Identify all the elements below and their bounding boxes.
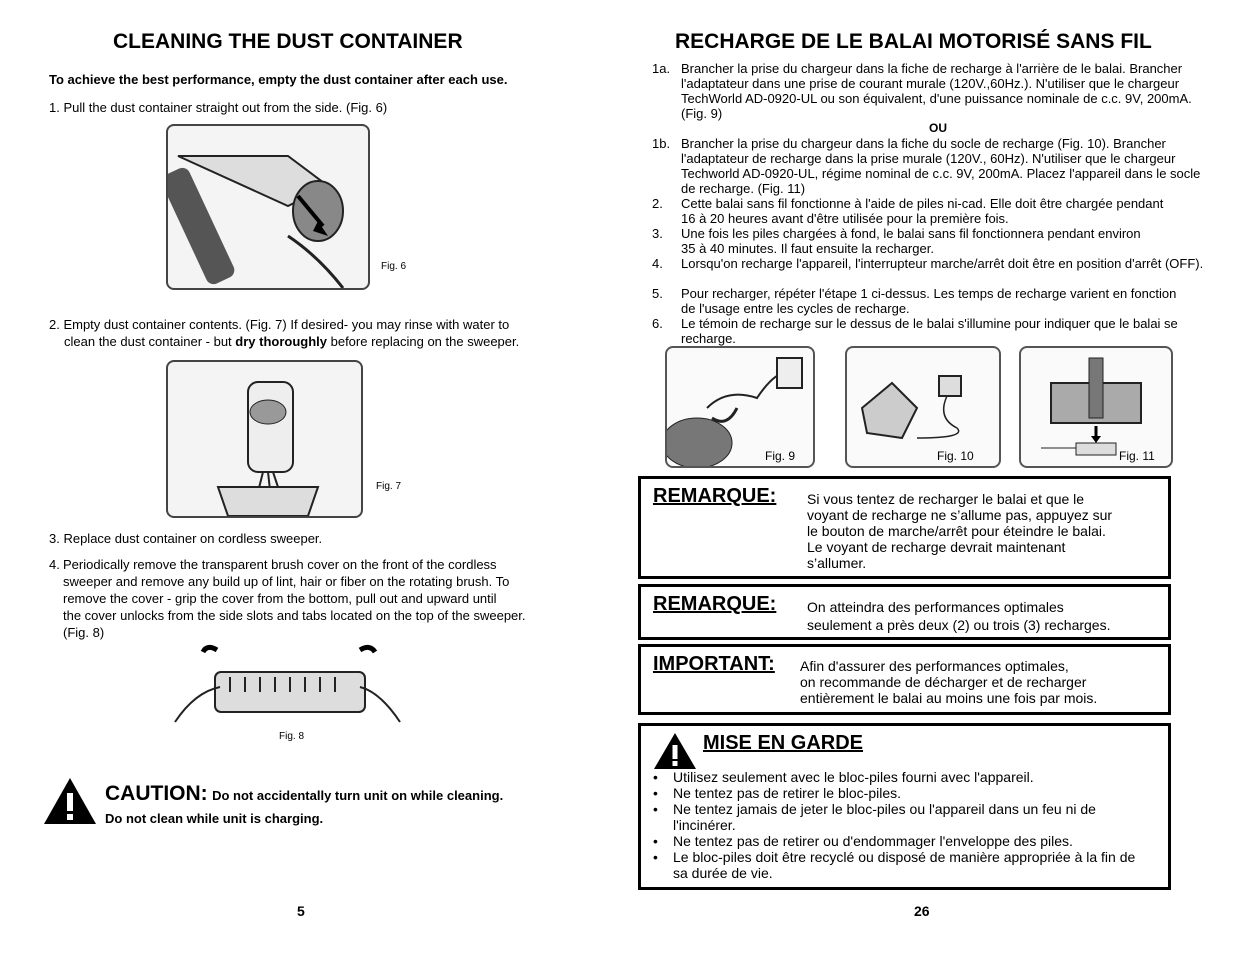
remarque-box-2: [638, 584, 1171, 640]
step-2-text-c: before replacing on the sweeper.: [327, 334, 520, 349]
caution-line: [105, 782, 503, 806]
step-text: Pour recharger, répéter l'étape 1 ci-dessus. Les temps de recharge varient en fonction de l'usage entre les cycles de recharge.: [681, 286, 1177, 316]
remarque-heading: REMARQUE:: [653, 593, 777, 615]
step-2-line1: 2. Empty dust container contents. (Fig. 7) If desired- you may rinse with water to: [49, 317, 510, 332]
remarque-line: s’allumer.: [807, 555, 867, 571]
step-2-line2: [64, 333, 519, 350]
remarque-heading: REMARQUE:: [653, 485, 777, 507]
step-4-line: sweeper and remove any build up of lint, hair or fiber on the rotating brush. To: [63, 574, 510, 589]
caution-text-1: Do not accidentally turn unit on while cleaning.: [212, 788, 504, 803]
intro-text: To achieve the best performance, empty the dust container after each use.: [49, 72, 508, 87]
step-number: 2.: [652, 196, 663, 211]
remarque-line: le bouton de marche/arrêt pour éteindre le balai.: [807, 523, 1106, 539]
step-number: 1a.: [652, 61, 671, 76]
list-item: • Le bloc-piles doit être recyclé ou disposé de manière appropriée à la fin de sa durée de vie.: [653, 849, 1153, 881]
caution-text-2: Do not clean while unit is charging.: [105, 811, 324, 826]
left-page-title: CLEANING THE DUST CONTAINER: [113, 30, 463, 53]
mise-en-garde-box: [638, 723, 1171, 890]
left-page-number: 5: [297, 903, 305, 919]
fig9-illustration: [665, 346, 815, 468]
mise-en-garde-list: [653, 769, 1153, 881]
step-3: 3. Replace dust container on cordless sweeper.: [49, 531, 323, 546]
fig6-illustration: [166, 124, 370, 290]
step-text: Cette balai sans fil fonctionne à l'aide de piles ni-cad. Elle doit être chargée pendant 16 à 20 heures avant d'être utilisée pour la première fois.: [681, 196, 1164, 226]
remarque-text: [807, 598, 1110, 634]
remarque-text: [807, 491, 1112, 571]
remarque-box-1: [638, 476, 1171, 579]
right-page-number: 26: [914, 903, 930, 919]
warning-triangle-icon: [42, 776, 98, 826]
fig8-label: Fig. 8: [279, 731, 305, 742]
step-number: 6.: [652, 316, 663, 331]
remarque-line: Le voyant de recharge devrait maintenant: [807, 539, 1066, 555]
list-item: • Ne tentez jamais de jeter le bloc-piles ou l'appareil dans un feu ni de l'incinérer.: [653, 801, 1153, 833]
warning-triangle-icon: [653, 732, 697, 770]
list-item: • Ne tentez pas de retirer ou d'endommager l'enveloppe des piles.: [653, 833, 1153, 849]
step-text: Brancher la prise du chargeur dans la fiche du socle de recharge (Fig. 10). Brancher l'adaptateur de recharge dans la prise murale (120V., 60Hz). N'utiliser que le chargeur Techworld AD-0920-UL, régime nominal de c.c. 9V, 200mA. Placez l'appareil dans le socle de recharge. (Fig. 11): [681, 136, 1201, 196]
important-line: Afin d'assurer des performances optimales,: [800, 658, 1069, 674]
remarque-line: seulement a près deux (2) ou trois (3) recharges.: [807, 617, 1111, 633]
step-4-num: 4.: [49, 557, 60, 572]
fig11-label: Fig. 11: [1119, 449, 1155, 463]
important-text: [800, 658, 1097, 706]
fig10-illustration: [845, 346, 1001, 468]
fig6-label: Fig. 6: [381, 261, 407, 272]
step-4-line: (Fig. 8): [63, 625, 105, 640]
fig7-illustration: [166, 360, 363, 518]
step-4-text: [63, 556, 526, 641]
important-heading: IMPORTANT:: [653, 653, 775, 675]
step-text: Le témoin de recharge sur le dessus de le balai s'illumine pour indiquer que le balai se recharge.: [681, 316, 1178, 346]
step-1: 1. Pull the dust container straight out from the side. (Fig. 6): [49, 100, 388, 115]
right-page-title: RECHARGE DE LE BALAI MOTORISÉ SANS FIL: [675, 30, 1152, 53]
list-item: • Utilisez seulement avec le bloc-piles fourni avec l'appareil.: [653, 769, 1153, 785]
step-2-text-a: clean the dust container - but: [64, 334, 236, 349]
remarque-line: voyant de recharge ne s’allume pas, appuyez sur: [807, 507, 1113, 523]
recharge-steps: [652, 61, 1212, 346]
step-text: Lorsqu'on recharge l'appareil, l'interrupteur marche/arrêt doit être en position d'arrêt (OFF).: [681, 256, 1204, 271]
fig10-label: Fig. 10: [937, 449, 974, 463]
step-number: 5.: [652, 286, 663, 301]
or-separator: OU: [929, 121, 947, 135]
caution-heading: CAUTION:: [105, 782, 208, 805]
step-4-line: remove the cover - grip the cover from the bottom, pull out and upward until: [63, 591, 497, 606]
step-4-line: the cover unlocks from the side slots and tabs located on the top of the sweeper.: [63, 608, 526, 623]
step-number: 3.: [652, 226, 663, 241]
mise-en-garde-heading: MISE EN GARDE: [703, 732, 864, 754]
list-item: • Ne tentez pas de retirer le bloc-piles.: [653, 785, 1153, 801]
step-2-bold: dry thoroughly: [235, 334, 327, 349]
important-line: on recommande de décharger et de recharger: [800, 674, 1087, 690]
step-text: Une fois les piles chargées à fond, le balai sans fil fonctionnera pendant environ 35 à 40 minutes. Il faut ensuite la recharger.: [681, 226, 1141, 256]
step-4-line: Periodically remove the transparent brush cover on the front of the cordless: [63, 557, 497, 572]
important-line: entièrement le balai au moins une fois par mois.: [800, 690, 1098, 706]
important-box: [638, 644, 1171, 715]
remarque-line: On atteindra des performances optimales: [807, 599, 1064, 615]
step-number: 4.: [652, 256, 663, 271]
step-number: 1b.: [652, 136, 671, 151]
fig11-illustration: [1019, 346, 1173, 468]
remarque-line: Si vous tentez de recharger le balai et que le: [807, 491, 1085, 507]
fig9-label: Fig. 9: [765, 449, 796, 463]
step-text: Brancher la prise du chargeur dans la fiche de recharge à l'arrière de le balai. Brancher l'adaptateur dans une prise de courant murale (120V.,60Hz.). N'utiliser que le chargeur TechWorld AD-0920-UL ou son équivalent, d'une puissance nominale de c.c. 9V, 200mA. (Fig. 9): [681, 61, 1192, 121]
fig7-label: Fig. 7: [376, 481, 402, 492]
